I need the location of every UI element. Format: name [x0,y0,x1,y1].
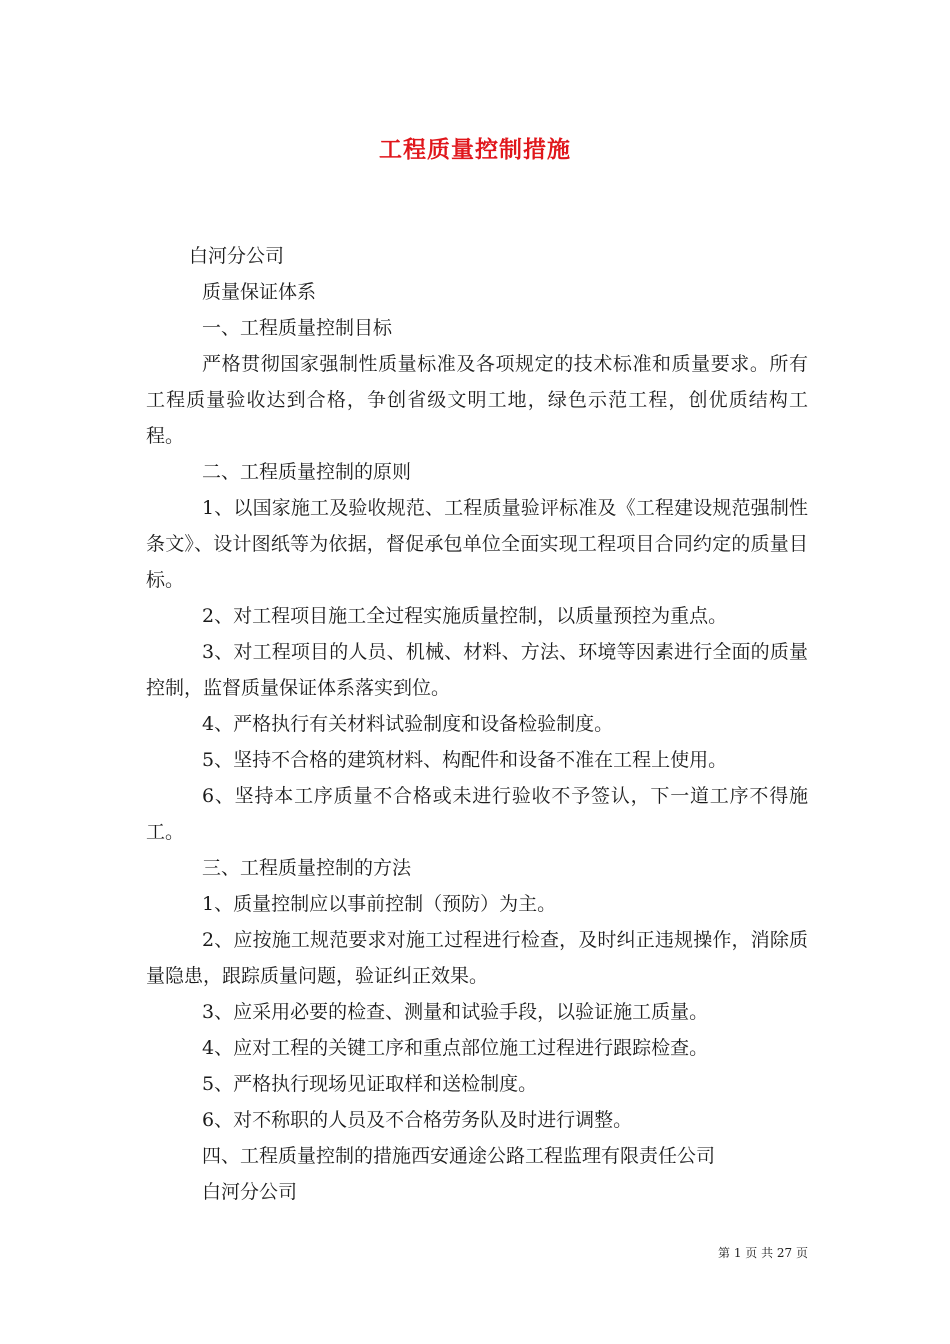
paragraph-company: 白河分公司 [189,245,285,267]
paragraph-heading-method: 三、工程质量控制的方法 [202,857,412,879]
paragraph-method-5: 5、严格执行现场见证取样和送检制度。 [202,1073,538,1095]
paragraph-heading-principle: 二、工程质量控制的原则 [202,461,412,483]
paragraph-principle-3: 3、对工程项目的人员、机械、材料、方法、环境等因素进行全面的质量控制，监督质量保证体系落实到位。 [146,641,808,699]
page-number: 第 1 页 共 27 页 [718,1246,808,1260]
paragraph-company-end: 白河分公司 [202,1181,298,1203]
paragraph-heading-measures: 四、工程质量控制的措施西安通途公路工程监理有限责任公司 [202,1145,716,1167]
paragraph-method-4: 4、应对工程的关键工序和重点部位施工过程进行跟踪检查。 [202,1037,709,1059]
paragraph-method-2: 2、应按施工规范要求对施工过程进行检查，及时纠正违规操作，消除质量隐患，跟踪质量问题，验证纠正效果。 [146,929,808,987]
paragraph-principle-2: 2、对工程项目施工全过程实施质量控制，以质量预控为重点。 [202,605,728,627]
paragraph-method-6: 6、对不称职的人员及不合格劳务队及时进行调整。 [202,1109,633,1131]
paragraph-heading-system: 质量保证体系 [202,281,317,303]
paragraph-method-1: 1、质量控制应以事前控制（预防）为主。 [202,893,557,915]
paragraph-principle-4: 4、严格执行有关材料试验制度和设备检验制度。 [202,713,614,735]
paragraph-principle-1: 1、以国家施工及验收规范、工程质量验评标准及《工程建设规范强制性条文》、设计图纸等为依据，督促承包单位全面实现工程项目合同约定的质量目标。 [146,497,808,591]
paragraph-principle-6: 6、坚持本工序质量不合格或未进行验收不予签认，下一道工序不得施工。 [146,785,808,843]
document-body [146,238,808,1210]
paragraph-heading-goal: 一、工程质量控制目标 [202,317,393,339]
document-title: 工程质量控制措施 [379,136,571,163]
paragraph-method-3: 3、应采用必要的检查、测量和试验手段，以验证施工质量。 [202,1001,709,1023]
paragraph-principle-5: 5、坚持不合格的建筑材料、构配件和设备不准在工程上使用。 [202,749,728,771]
paragraph-goal-text: 严格贯彻国家强制性质量标准及各项规定的技术标准和质量要求。所有工程质量验收达到合格，争创省级文明工地，绿色示范工程，创优质结构工程。 [146,353,808,447]
